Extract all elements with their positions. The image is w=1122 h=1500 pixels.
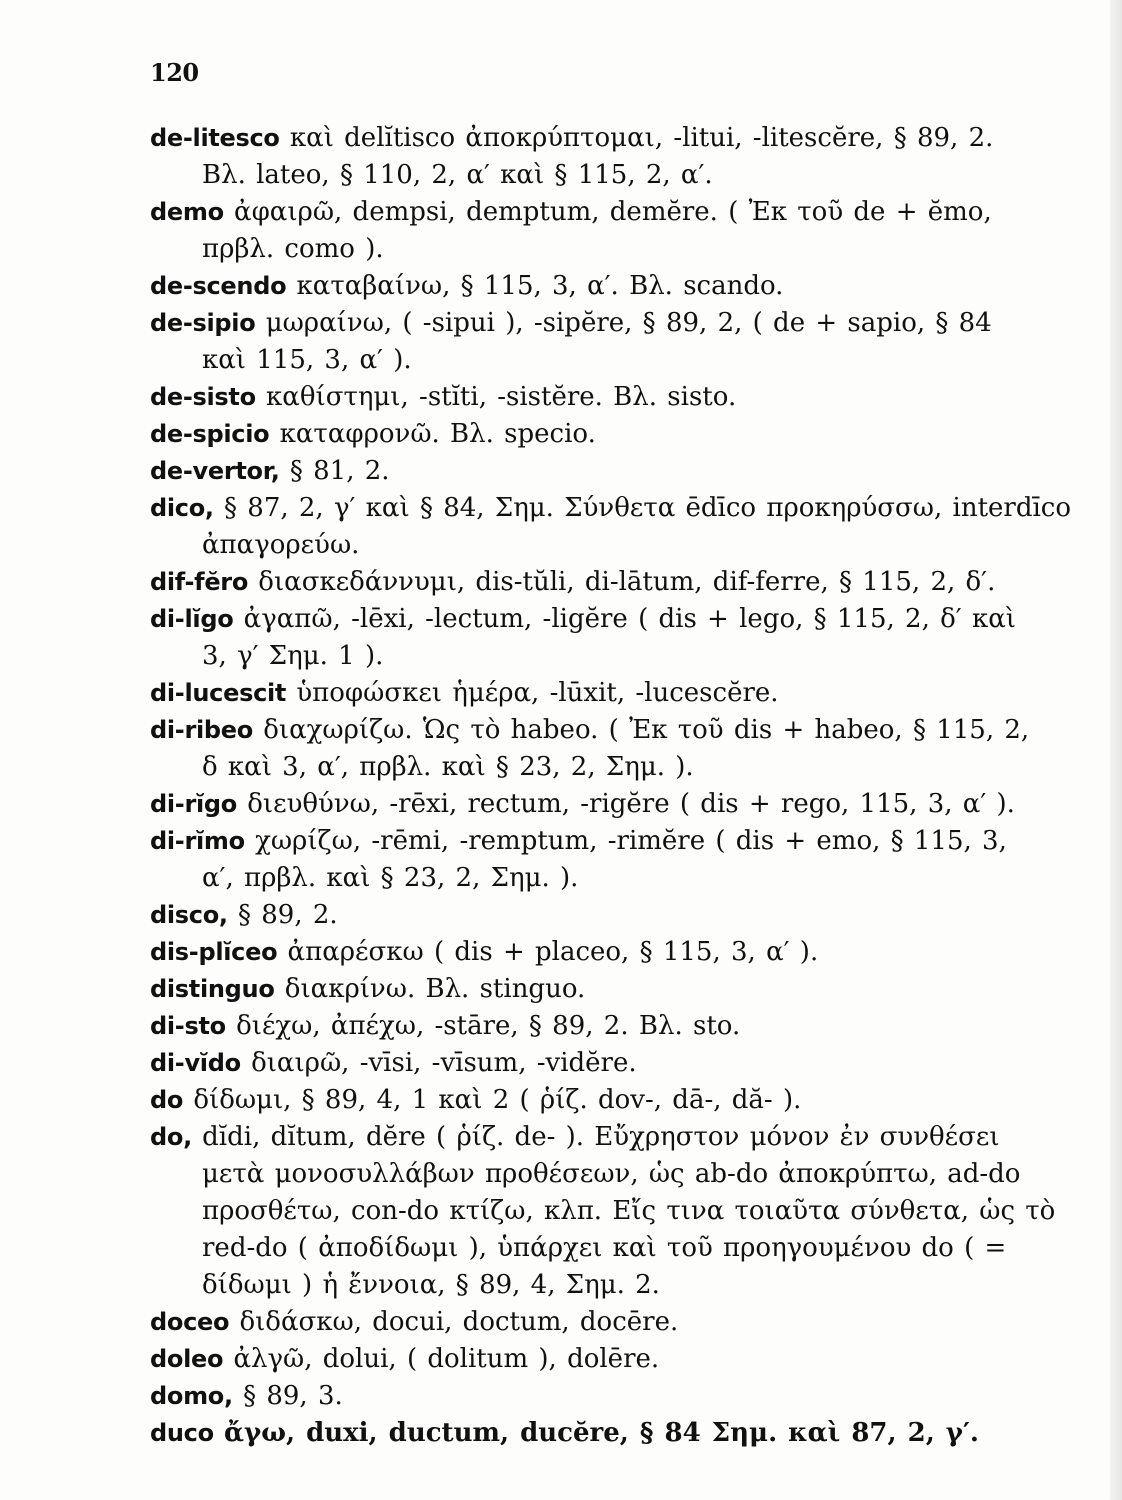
- entry-headword: de-sisto: [150, 383, 256, 411]
- dictionary-entry: [150, 971, 1090, 1008]
- dictionary-entry: [150, 601, 1090, 675]
- entry-headword: di-ribeo: [150, 716, 253, 744]
- entry-definition: διακρίνω. Βλ. stinguo.: [284, 974, 586, 1004]
- dictionary-entry: [150, 712, 1090, 786]
- dictionary-entry: [150, 453, 1090, 490]
- dictionary-entry: [150, 194, 1090, 268]
- entry-continuation: ἀπαγορεύω.: [202, 530, 360, 560]
- entry-definition: διαχωρίζω. Ὡς τὸ habeo. ( Ἐκ τοῦ dis + habeo, § 115, 2,: [263, 715, 1030, 745]
- entry-definition: διευθύνω, -rēxi, rectum, -rigĕre ( dis + rego, 115, 3, α′ ).: [247, 789, 1015, 819]
- entry-definition: § 81, 2.: [289, 456, 390, 486]
- entry-headword: de-sipio: [150, 309, 256, 337]
- entry-definition: καταφρονῶ. Βλ. specio.: [279, 419, 596, 449]
- entry-headword: di-vĭdo: [150, 1049, 241, 1077]
- entry-continuation: α′, πρβλ. καὶ § 23, 2, Σημ. ).: [202, 863, 579, 893]
- entry-continuation: μετὰ μονοσυλλάβων προθέσεων, ὡς ab-do ἀποκρύπτω, ad-do προσθέτω, con-do κτίζω, κλπ. Εἴς τινα τοιαῦτα σύνθετα, ὡς τὸ red-do ( ἀποδίδωμι ), ὑπάρχει καὶ τοῦ προηγουμένου do ( = δίδωμι ) ἡ ἔννοια, § 89, 4, Σημ. 2.: [202, 1159, 1056, 1300]
- entry-definition: δίδωμι, § 89, 4, 1 καὶ 2 ( ῥίζ. dov-, dā-, dă- ).: [193, 1085, 802, 1115]
- entry-headword: di-sto: [150, 1012, 226, 1040]
- dictionary-entry: [150, 675, 1090, 712]
- dictionary-entry: [150, 1415, 1090, 1452]
- entry-headword: de-vertor,: [150, 457, 280, 485]
- dictionary-entry: [150, 564, 1090, 601]
- entry-definition: διασκεδάννυμι, dis-tŭli, di-lātum, dif-ferre, § 115, 2, δ′.: [258, 567, 996, 597]
- dictionary-entry: [150, 1119, 1090, 1304]
- entry-definition: ὑποφώσκει ἡμέρα, -lūxit, -lucescĕre.: [296, 678, 779, 708]
- entry-headword: disco,: [150, 901, 228, 929]
- entry-headword: do: [150, 1086, 184, 1114]
- entry-definition: χωρίζω, -rēmi, -remptum, -rimĕre ( dis + emo, § 115, 3,: [255, 826, 1007, 856]
- entry-headword: de-scendo: [150, 272, 287, 300]
- entry-headword: di-rĭmo: [150, 827, 245, 855]
- dictionary-entry: [150, 379, 1090, 416]
- entry-headword: di-lĭgo: [150, 605, 234, 633]
- dictionary-entry: [150, 1341, 1090, 1378]
- entry-continuation: πρβλ. como ).: [202, 234, 384, 264]
- dictionary-entry: [150, 1008, 1090, 1045]
- entry-definition: ἀλγῶ, dolui, ( dolitum ), dolēre.: [233, 1344, 660, 1374]
- entry-definition: καταβαίνω, § 115, 3, α′. Βλ. scando.: [296, 271, 784, 301]
- entry-headword: de-litesco: [150, 124, 280, 152]
- entry-headword: duco: [150, 1419, 214, 1447]
- entry-headword: dis-plĭceo: [150, 938, 278, 966]
- entry-headword: di-lucescit: [150, 679, 287, 707]
- dictionary-entry: [150, 120, 1090, 194]
- dictionary-entry: [150, 1304, 1090, 1341]
- entry-definition: διδάσκω, docui, doctum, docēre.: [239, 1307, 679, 1337]
- entry-headword: de-spicio: [150, 420, 270, 448]
- entry-definition: ἄγω, duxi, ductum, ducĕre, § 84 Σημ. καὶ 87, 2, γ′.: [224, 1418, 979, 1448]
- entry-headword: dif-fĕro: [150, 568, 249, 596]
- dictionary-entry: [150, 897, 1090, 934]
- entry-headword: dico,: [150, 494, 214, 522]
- dictionary-entry: [150, 1082, 1090, 1119]
- dictionary-entry: [150, 305, 1090, 379]
- dictionary-entries: [150, 120, 1090, 1452]
- entry-headword: distinguo: [150, 975, 275, 1003]
- dictionary-entry: [150, 1378, 1090, 1415]
- entry-definition: ἀφαιρῶ, dempsi, demptum, demĕre. ( Ἐκ τοῦ de + ĕmo,: [234, 197, 992, 227]
- dictionary-entry: [150, 786, 1090, 823]
- entry-continuation: 3, γ′ Σημ. 1 ).: [202, 641, 384, 671]
- entry-headword: domo,: [150, 1382, 233, 1410]
- entry-continuation: καὶ 115, 3, α′ ).: [202, 345, 412, 375]
- dictionary-entry: [150, 268, 1090, 305]
- page-number: 120: [150, 58, 199, 87]
- entry-headword: di-rĭgo: [150, 790, 237, 818]
- entry-headword: do,: [150, 1123, 192, 1151]
- entry-definition: ἀγαπῶ, -lēxi, -lectum, -ligĕre ( dis + lego, § 115, 2, δ′ καὶ: [243, 604, 1016, 634]
- entry-headword: demo: [150, 198, 224, 226]
- entry-definition: διέχω, ἀπέχω, -stāre, § 89, 2. Βλ. sto.: [236, 1011, 741, 1041]
- entry-definition: διαιρῶ, -vīsi, -vīsum, -vidĕre.: [251, 1048, 637, 1078]
- entry-definition: ἀπαρέσκω ( dis + placeo, § 115, 3, α′ ).: [287, 937, 819, 967]
- entry-continuation: δ καὶ 3, α′, πρβλ. καὶ § 23, 2, Σημ. ).: [202, 752, 694, 782]
- entry-definition: § 89, 3.: [243, 1381, 343, 1411]
- dictionary-entry: [150, 823, 1090, 897]
- entry-definition: καθίστημι, -stĭti, -sistĕre. Βλ. sisto.: [266, 382, 737, 412]
- dictionary-entry: [150, 490, 1090, 564]
- page-edge-shadow: [1110, 0, 1122, 1500]
- entry-headword: doceo: [150, 1308, 230, 1336]
- entry-definition: § 87, 2, γ′ καὶ § 84, Σημ. Σύνθετα ēdīco προκηρύσσω, interdīco: [224, 493, 1072, 523]
- entry-definition: μωραίνω, ( -sipui ), -sipĕre, § 89, 2, ( de + sapio, § 84: [265, 308, 992, 338]
- entry-definition: καὶ delĭtisco ἀποκρύπτομαι, -litui, -litescĕre, § 89, 2.: [289, 123, 994, 153]
- entry-continuation: Βλ. lateo, § 110, 2, α′ καὶ § 115, 2, α′.: [202, 160, 713, 190]
- entry-definition: dĭdi, dĭtum, dĕre ( ῥίζ. de- ). Εὔχρηστον μόνον ἐν συνθέσει: [202, 1122, 1000, 1152]
- entry-headword: doleo: [150, 1345, 224, 1373]
- entry-definition: § 89, 2.: [238, 900, 338, 930]
- dictionary-entry: [150, 1045, 1090, 1082]
- dictionary-entry: [150, 416, 1090, 453]
- dictionary-entry: [150, 934, 1090, 971]
